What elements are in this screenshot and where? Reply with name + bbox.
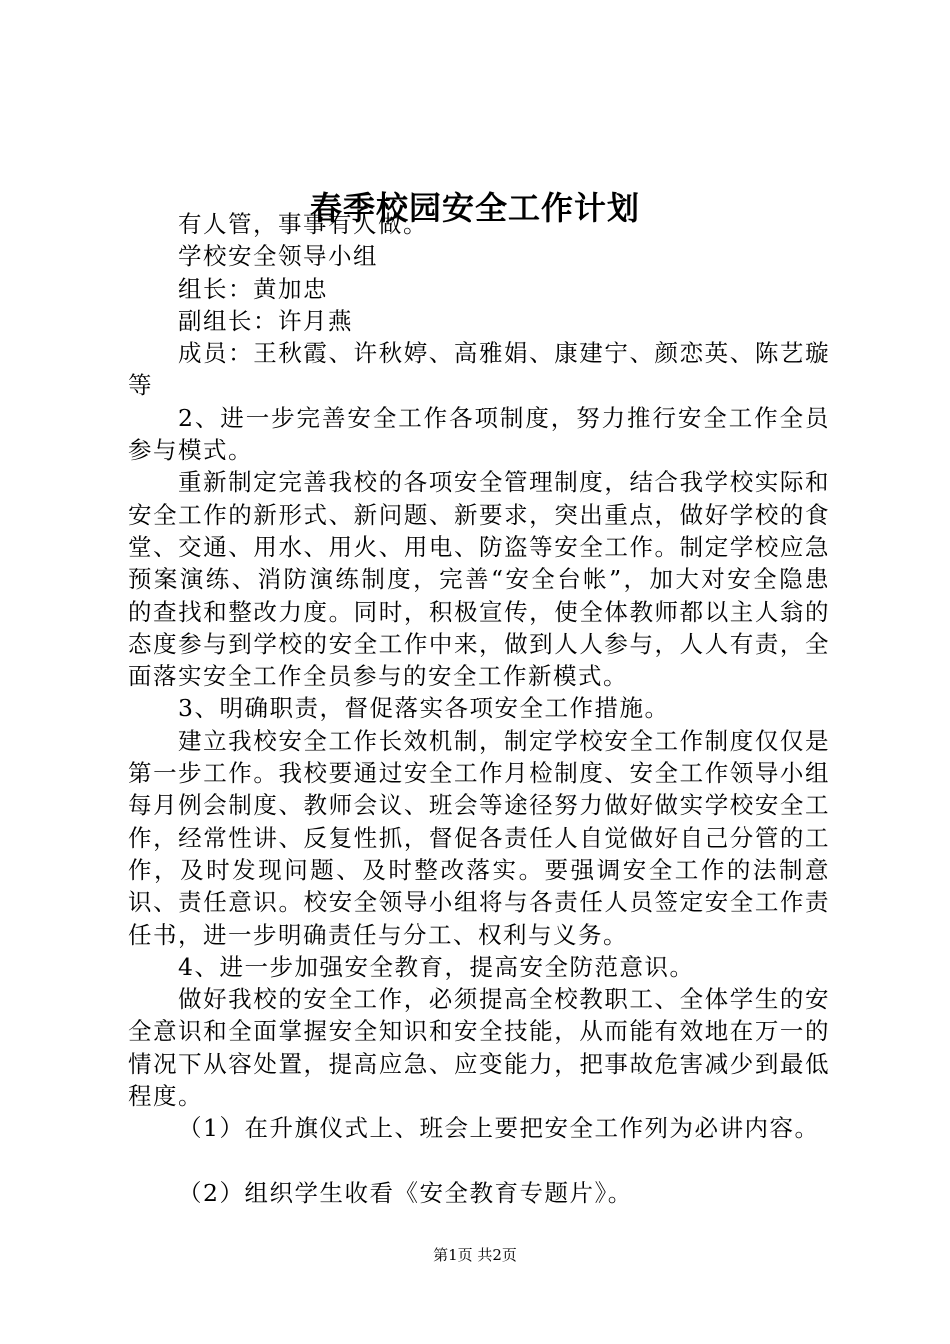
- paragraph: （1）在升旗仪式上、班会上要把安全工作列为必讲内容。: [178, 1114, 820, 1143]
- paragraph: 成员：王秋霞、许秋婷、高雅娟、康建宁、颜恋英、陈艺璇等: [128, 339, 830, 400]
- paragraph: 3、明确职责，督促落实各项安全工作措施。: [178, 694, 670, 723]
- paragraph: 学校安全领导小组: [178, 242, 378, 271]
- paragraph: 做好我校的安全工作，必须提高全校教职工、全体学生的安全意识和全面掌握安全知识和安全技能，从而能有效地在万一的情况下从容处置，提高应急、应变能力，把事故危害减少到最低程度。: [128, 985, 830, 1111]
- paragraph: 建立我校安全工作长效机制，制定学校安全工作制度仅仅是第一步工作。我校要通过安全工作月检制度、安全工作领导小组每月例会制度、教师会议、班会等途径努力做好做实学校安全工作，经常性讲、反复性抓，督促各责任人自觉做好自己分管的工作，及时发现问题、及时整改落实。要强调安全工作的法制意识、责任意识。校安全领导小组将与各责任人员签定安全工作责任书，进一步明确责任与分工、权利与义务。: [128, 726, 830, 949]
- page-footer: 第1页 共2页: [433, 1246, 517, 1264]
- paragraph: 重新制定完善我校的各项安全管理制度，结合我学校实际和安全工作的新形式、新问题、新要求，突出重点，做好学校的食堂、交通、用水、用火、用电、防盗等安全工作。制定学校应急预案演练、消防演练制度，完善“安全台帐”，加大对安全隐患的查找和整改力度。同时，积极宣传，使全体教师都以主人翁的态度参与到学校的安全工作中来，做到人人参与，人人有责，全面落实安全工作全员参与的安全工作新模式。: [128, 468, 830, 691]
- paragraph: 4、进一步加强安全教育，提高安全防范意识。: [178, 952, 695, 981]
- document-body: [128, 208, 830, 1209]
- document-title: 春季校园安全工作计划: [309, 189, 640, 227]
- paragraph: 副组长：许月燕: [178, 306, 353, 335]
- paragraph: 2、进一步完善安全工作各项制度，努力推行安全工作全员参与模式。: [128, 403, 830, 465]
- paragraph: 组长：黄加忠: [178, 274, 328, 303]
- paragraph: 有人管，事事有人做。: [178, 210, 428, 238]
- paragraph: （2）组织学生收看《安全教育专题片》。: [178, 1178, 633, 1207]
